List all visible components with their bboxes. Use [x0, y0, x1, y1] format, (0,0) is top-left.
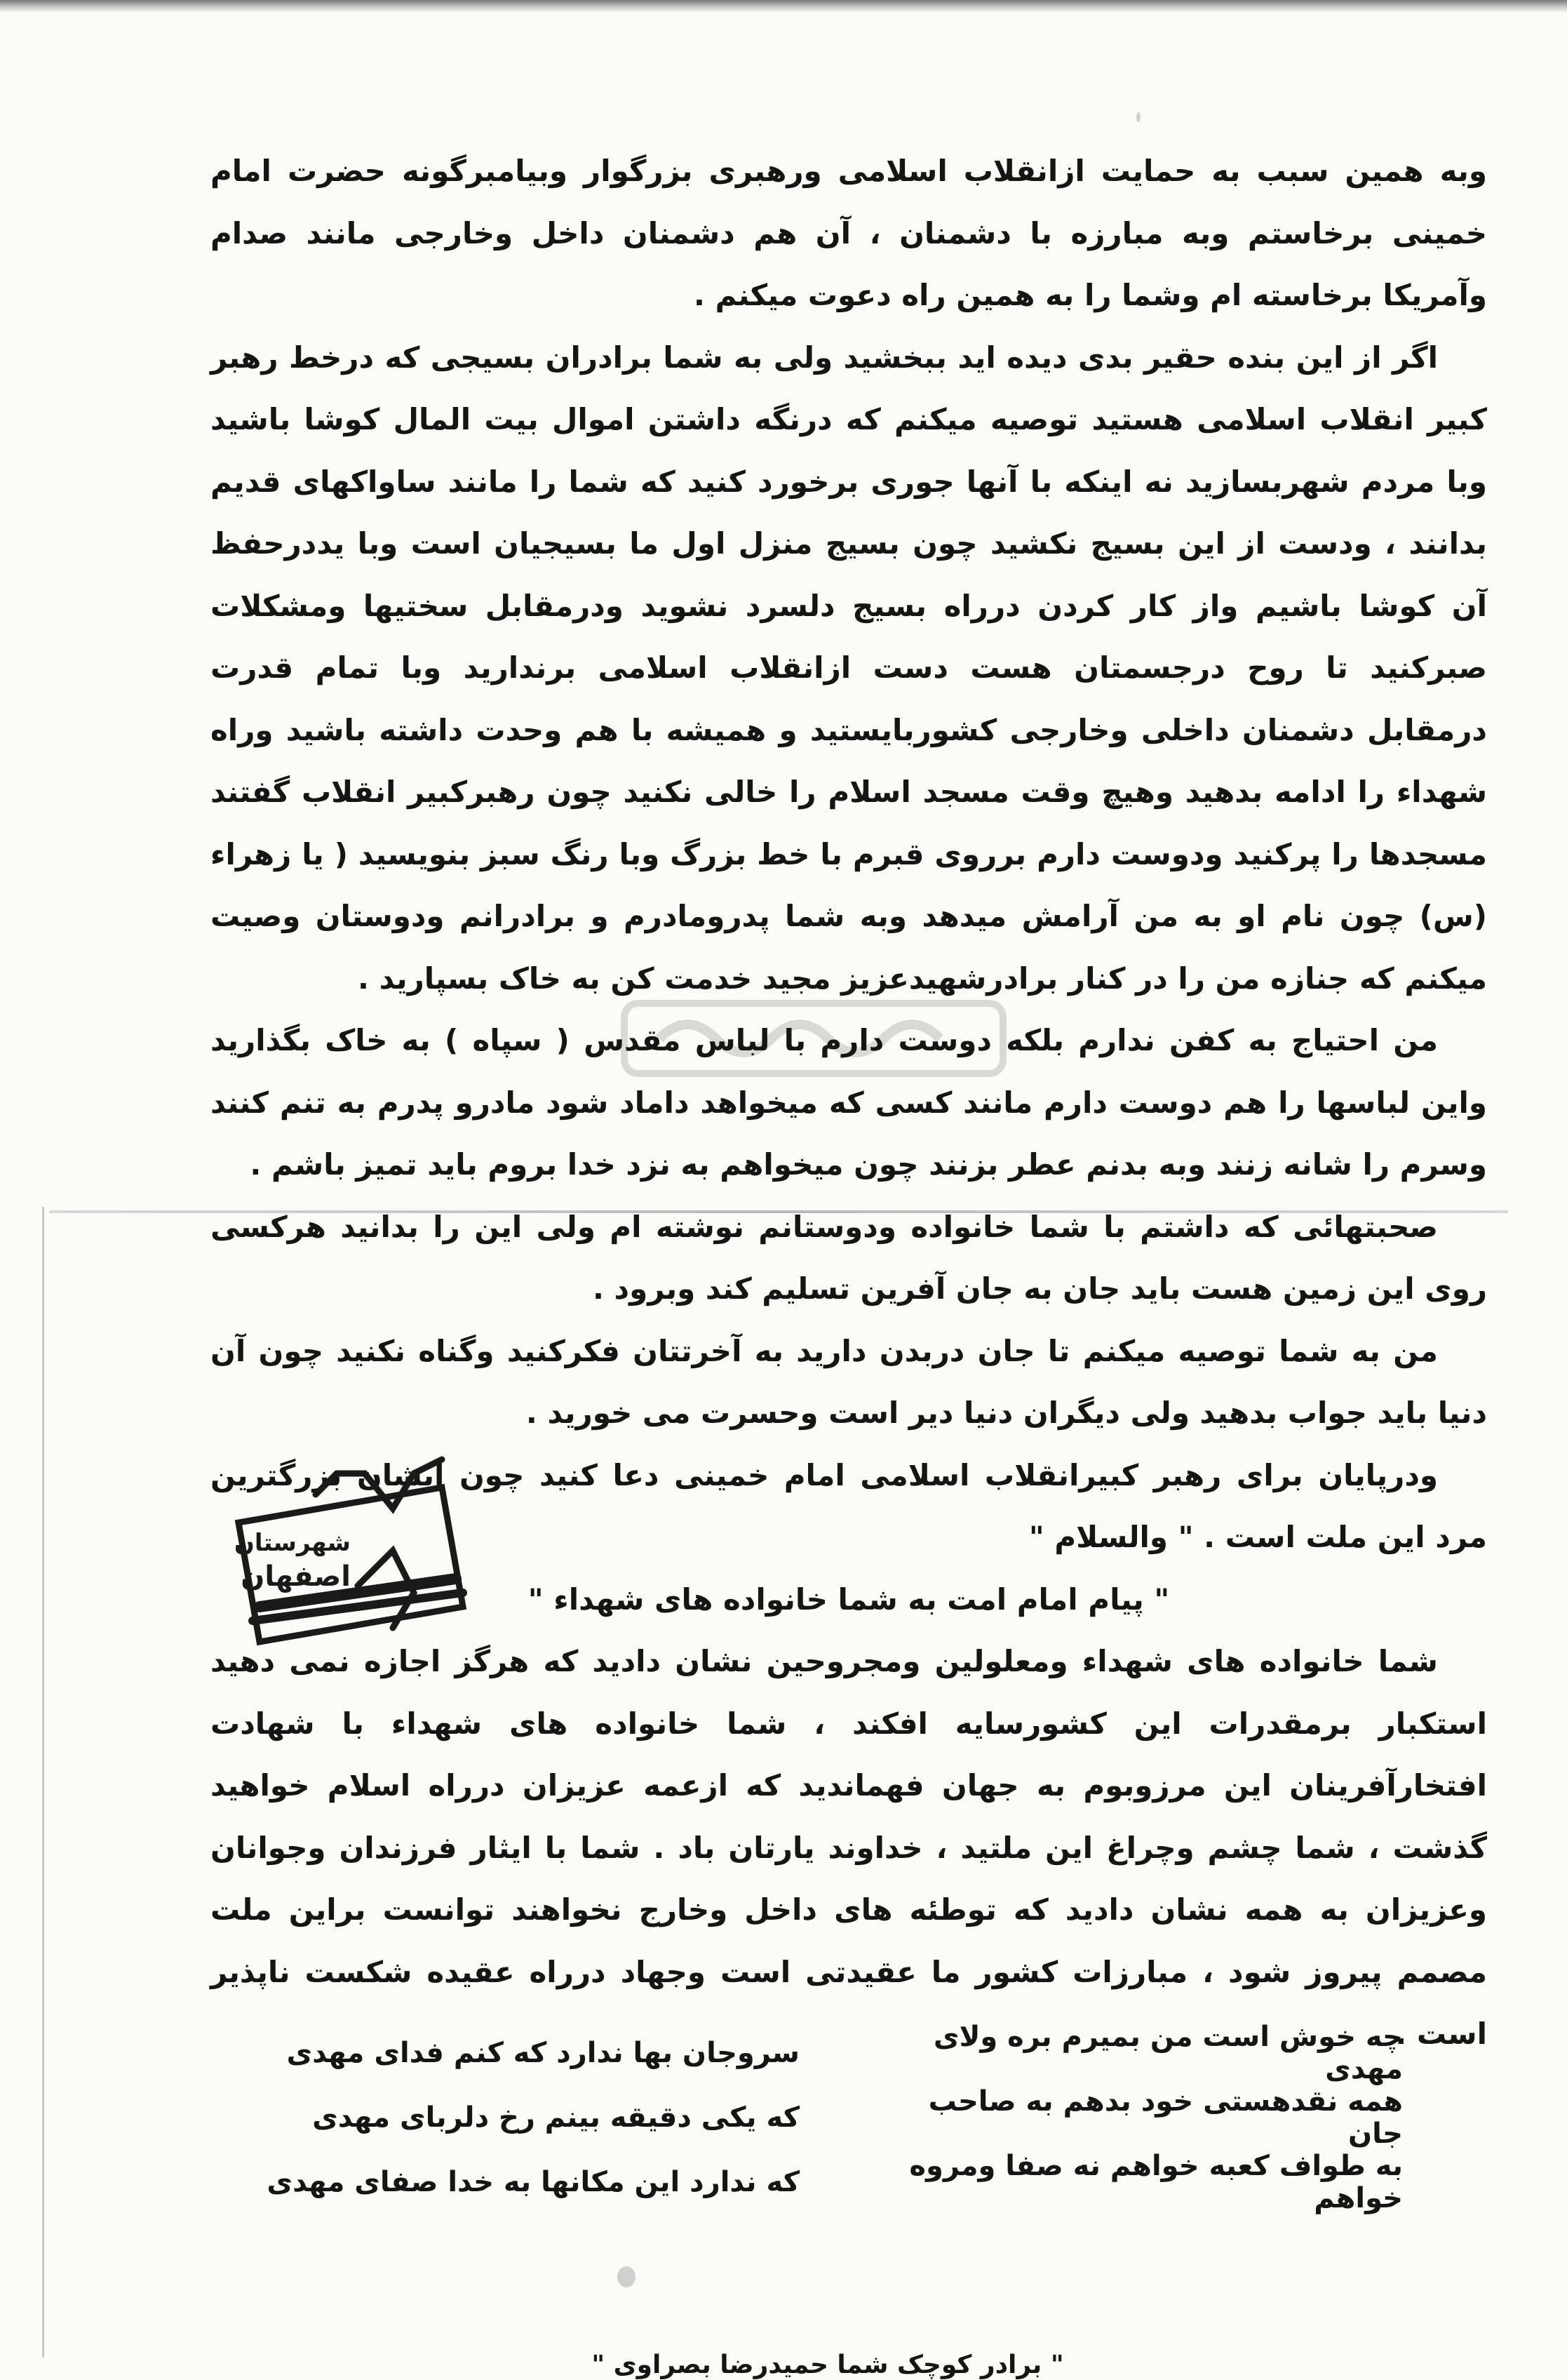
paragraph-1: وبه همین سبب به حمایت ازانقلاب اسلامی ورهبری بزرگوار وبیامبرگونه حضرت امام خمینی برخاستم وبه مبارزه با دشمنان ، آن هم دشمنان داخل وخارجی مانند صدام وآمریکا برخاسته ام وشما را به همین راه دعوت میکنم . — [210, 154, 1487, 312]
scan-top-edge — [0, 0, 1567, 13]
poem-hemistich: که یکی دقیقه بینم رخ دلربای مهدی — [312, 2101, 800, 2134]
letter-body — [210, 140, 1487, 2066]
poem — [267, 2021, 1403, 2214]
scan-speck — [617, 2266, 635, 2287]
paper-edge — [42, 1207, 44, 2358]
poem-verse — [267, 2150, 1403, 2214]
signature-line: " برادر کوچک شما حمیدرضا بصراوی " — [591, 2351, 1064, 2379]
poem-hemistich: همه نقدهستی خود بدهم به صاحب جان — [928, 2085, 1403, 2150]
poem-hemistich: سروجان بها ندارد که کنم فدای مهدی — [286, 2037, 800, 2069]
paragraph-5: من به شما توصیه میکنم تا جان دربدن دارید به آخرتتان فکرکنید وگناه نکنید چون آن دنیا باید جواب بدهید ولی دیگران دنیا دیر است وحسرت می خورید . — [210, 1333, 1487, 1430]
poem-hemistich: به طواف کعبه خواهم نه صفا ومروه خواهم — [909, 2150, 1403, 2214]
paragraph-imam-message: شما خانواده های شهداء ومعلولین ومجروحین نشان دادید که هرگز اجازه نمی دهید استکبار برمقدرات این کشورسایه افکند ، شما خانواده های شهداء با شهادت افتخارآفرینان این مرزوبوم به جهان فهماندید که ازعمه عزیزان درراه اسلام خواهید گذشت ، شما چشم وچراغ این ملتید ، خداوند یارتان باد . شما با ایثار فرزندان وجوانان وعزیزان به همه نشان دادید که توطئه های داخل وخارج نخواهند توانست براین ملت مصمم پیروز شود ، مبارزات کشور ما عقیدتی است وجهاد درراه عقیده شکست ناپذیر است . — [210, 1644, 1487, 2051]
paragraph-2: اگر از این بنده حقیر بدی دیده اید ببخشید ولی به شما برادران بسیجی که درخط رهبر کبیر انقلاب اسلامی هستید توصیه میکنم که درنگه داشتن اموال بیت المال کوشا باشید وبا مردم شهربسازید نه اینکه با آنها جوری برخورد کنید که شما را مانند ساواکهای قدیم بدانند ، ودست از این بسیج نکشید چون بسیج منزل اول ما بسیجیان است وبا یددرحفظ آن کوشا باشیم واز کار کردن درراه بسیج دلسرد نشوید ودرمقابل سختیها ومشکلات صبرکنید تا روح درجسمتان هست دست ازانقلاب اسلامی برندارید وبا تمام قدرت درمقابل دشمنان داخلی وخارجی کشوربایستید و همیشه با هم وحدت داشته باشید وراه شهداء را ادامه بدهید وهیچ وقت مسجد اسلام را خالی نکنید چون رهبرکبیر انقلاب گفتند مسجدها را پرکنید ودوست دارم برروی قبرم با خط بزرگ وبا رنگ سبز بنویسید ( یا زهراء (س) چون نام او به من آرامش میدهد وبه شما پدرومادرم و برادرانم ودوستان وصیت میکنم که جنازه من را در کنار برادرشهیدعزیز مجید خدمت کن به خاک بسپارید . — [210, 340, 1487, 996]
official-stamp-icon — [231, 1445, 568, 1656]
stamp-line-2: اصفهان — [241, 1560, 351, 1593]
poem-hemistich: که ندارد این مکانها به خدا صفای مهدی — [267, 2166, 800, 2198]
poem-hemistich: چه خوش است من بمیرم بره ولای مهدی — [933, 2021, 1403, 2085]
scan-speck — [1136, 112, 1141, 122]
paragraph-6: ودرپایان برای رهبر کبیرانقلاب اسلامی امام خمینی دعا کنید چون ایشان بزرگترین مرد این ملت است . " والسلام " — [210, 1457, 1487, 1554]
section-heading: " پیام امام امت به شما خانواده های شهداء " — [527, 1582, 1170, 1617]
poem-verse — [267, 2085, 1403, 2150]
paragraph-3: من احتیاج به کفن ندارم بلکه دوست دارم با لباس مقدس ( سپاه ) به خاک بگذارید واین لباسها را هم دوست دارم مانند کسی که میخواهد داماد شود مادرو پدرم به تنم کنند وسرم را شانه زنند وبه بدنم عطر بزنند چون میخواهم به نزد خدا بروم باید تمیز باشم . — [210, 1023, 1487, 1182]
poem-verse — [267, 2021, 1403, 2085]
paragraph-4: صحبتهائی که داشتم با شما خانواده ودوستانم نوشته ام ولی این را بدانید هرکسی روی این زمین هست باید جان به جان آفرین تسلیم کند وبرود . — [210, 1209, 1487, 1306]
stamp-line-1: شهرستان — [234, 1529, 351, 1557]
